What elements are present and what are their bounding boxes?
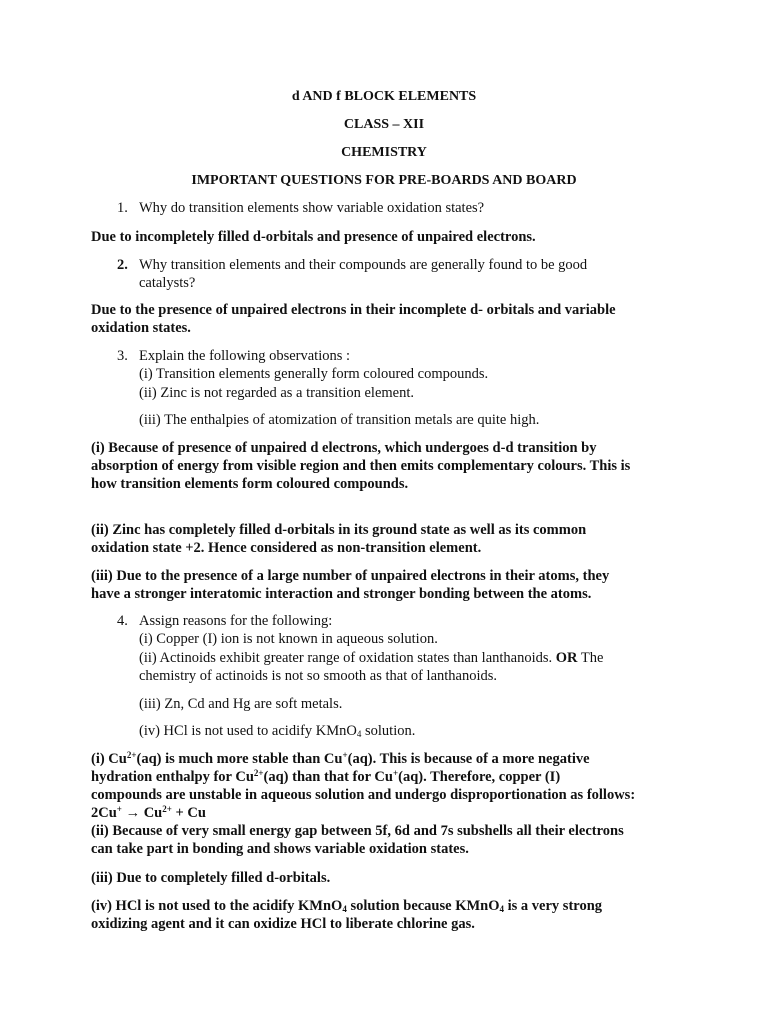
eq-part1: 2Cu xyxy=(91,805,117,821)
question-4-line-6-text: (iv) HCl is not used to acidify KMnO xyxy=(139,723,357,739)
subscript-4: 4 xyxy=(356,729,362,739)
question-4-line-2: (i) Copper (I) ion is not known in aqueous solution. xyxy=(139,631,438,647)
superscript-plus: + xyxy=(342,750,348,760)
question-4-number: 4. xyxy=(117,613,128,629)
question-4-line-6 xyxy=(139,722,415,741)
answer-3i-line-1: (i) Because of presence of unpaired d electrons, which undergoes d-d transition by xyxy=(91,440,597,456)
answer-3ii-line-2: oxidation state +2. Hence considered as non-transition element. xyxy=(91,540,482,556)
a4i-l1-part2: (aq) is much more stable than Cu xyxy=(136,751,343,767)
question-4-line-1: Assign reasons for the following: xyxy=(139,613,333,629)
subject-heading: CHEMISTRY xyxy=(341,145,427,160)
question-1-number: 1. xyxy=(117,200,128,216)
class-heading: CLASS – XII xyxy=(343,117,425,132)
superscript-2plus: 2+ xyxy=(253,768,264,778)
question-4-line-4: chemistry of actinoids is not so smooth as that of lanthanoids. xyxy=(139,668,498,684)
answer-3i-line-3: how transition elements form coloured compounds. xyxy=(91,476,409,492)
question-3-number: 3. xyxy=(117,348,128,364)
answer-4i-line-3: compounds are unstable in aqueous solution and undergo disproportionation as follows: xyxy=(91,787,636,803)
question-2-number: 2. xyxy=(117,257,128,273)
answer-4iv-line-1 xyxy=(91,897,602,916)
a4i-l2-part3: (aq). Therefore, copper (I) xyxy=(398,769,561,785)
question-3-line-1: Explain the following observations : xyxy=(139,348,351,364)
a4i-l1-part1: (i) Cu xyxy=(91,751,127,767)
answer-4i-line-2 xyxy=(91,768,560,787)
answer-3iii-line-2: have a stronger interatomic interaction and stronger bonding between the atoms. xyxy=(91,586,592,602)
eq-part2: → Cu xyxy=(121,805,163,821)
answer-4ii-line-2: can take part in bonding and shows variable oxidation states. xyxy=(91,841,469,857)
superscript-2plus: 2+ xyxy=(162,804,172,814)
answer-4iii: (iii) Due to completely filled d-orbitals. xyxy=(91,870,331,886)
a4i-l2-part2: (aq) than that for Cu xyxy=(263,769,393,785)
question-4-line-3-tail: The xyxy=(580,650,604,666)
answer-2-line-1: Due to the presence of unpaired electrons in their incomplete d- orbitals and variable xyxy=(91,302,616,318)
answer-4i-line-1 xyxy=(91,750,590,769)
question-3-line-2: (i) Transition elements generally form coloured compounds. xyxy=(139,366,489,382)
answer-2-line-2: oxidation states. xyxy=(91,320,191,336)
question-3-line-4: (iii) The enthalpies of atomization of transition metals are quite high. xyxy=(139,412,540,428)
answer-3ii-line-1: (ii) Zinc has completely filled d-orbitals in its ground state as well as its common xyxy=(91,522,587,538)
section-heading: IMPORTANT QUESTIONS FOR PRE-BOARDS AND BOARD xyxy=(191,173,577,188)
question-4-line-3-text: (ii) Actinoids exhibit greater range of oxidation states than lanthanoids. xyxy=(139,650,553,666)
a4iv-l1-part3: is a very strong xyxy=(504,898,603,914)
or-label: OR xyxy=(555,650,578,666)
a4i-l1-part3: (aq). This is because of a more negative xyxy=(347,751,590,767)
subscript-4: 4 xyxy=(499,904,505,914)
answer-4ii-line-1: (ii) Because of very small energy gap between 5f, 6d and 7s subshells all their electrons xyxy=(91,823,624,839)
question-4-line-5: (iii) Zn, Cd and Hg are soft metals. xyxy=(139,696,343,712)
question-3-line-3: (ii) Zinc is not regarded as a transition element. xyxy=(139,385,415,401)
answer-3i-line-2: absorption of energy from visible region and then emits complementary colours. This is xyxy=(91,458,631,474)
a4i-l2-part1: hydration enthalpy for Cu xyxy=(91,769,254,785)
answer-1: Due to incompletely filled d-orbitals and presence of unpaired electrons. xyxy=(91,229,536,245)
answer-3iii-line-1: (iii) Due to the presence of a large number of unpaired electrons in their atoms, they xyxy=(91,568,610,584)
a4iv-l1-part2: solution because KMnO xyxy=(346,898,500,914)
answer-4i-equation xyxy=(91,804,206,823)
answer-4iv-line-2: oxidizing agent and it can oxidize HCl to liberate chlorine gas. xyxy=(91,916,475,932)
subscript-4: 4 xyxy=(342,904,347,914)
question-2-line-2: catalysts? xyxy=(139,275,196,291)
question-4-line-3 xyxy=(139,649,603,668)
question-1-text: Why do transition elements show variable oxidation states? xyxy=(139,200,485,216)
superscript-2plus: 2+ xyxy=(126,750,137,760)
superscript-plus: + xyxy=(116,804,122,814)
eq-part3: + Cu xyxy=(171,805,206,821)
superscript-plus: + xyxy=(392,768,399,778)
document-title: d AND f BLOCK ELEMENTS xyxy=(291,89,477,104)
question-2-line-1: Why transition elements and their compounds are generally found to be good xyxy=(139,257,588,273)
a4iv-l1-part1: (iv) HCl is not used to the acidify KMnO xyxy=(91,898,343,914)
question-4-line-6-tail: solution. xyxy=(361,723,416,739)
